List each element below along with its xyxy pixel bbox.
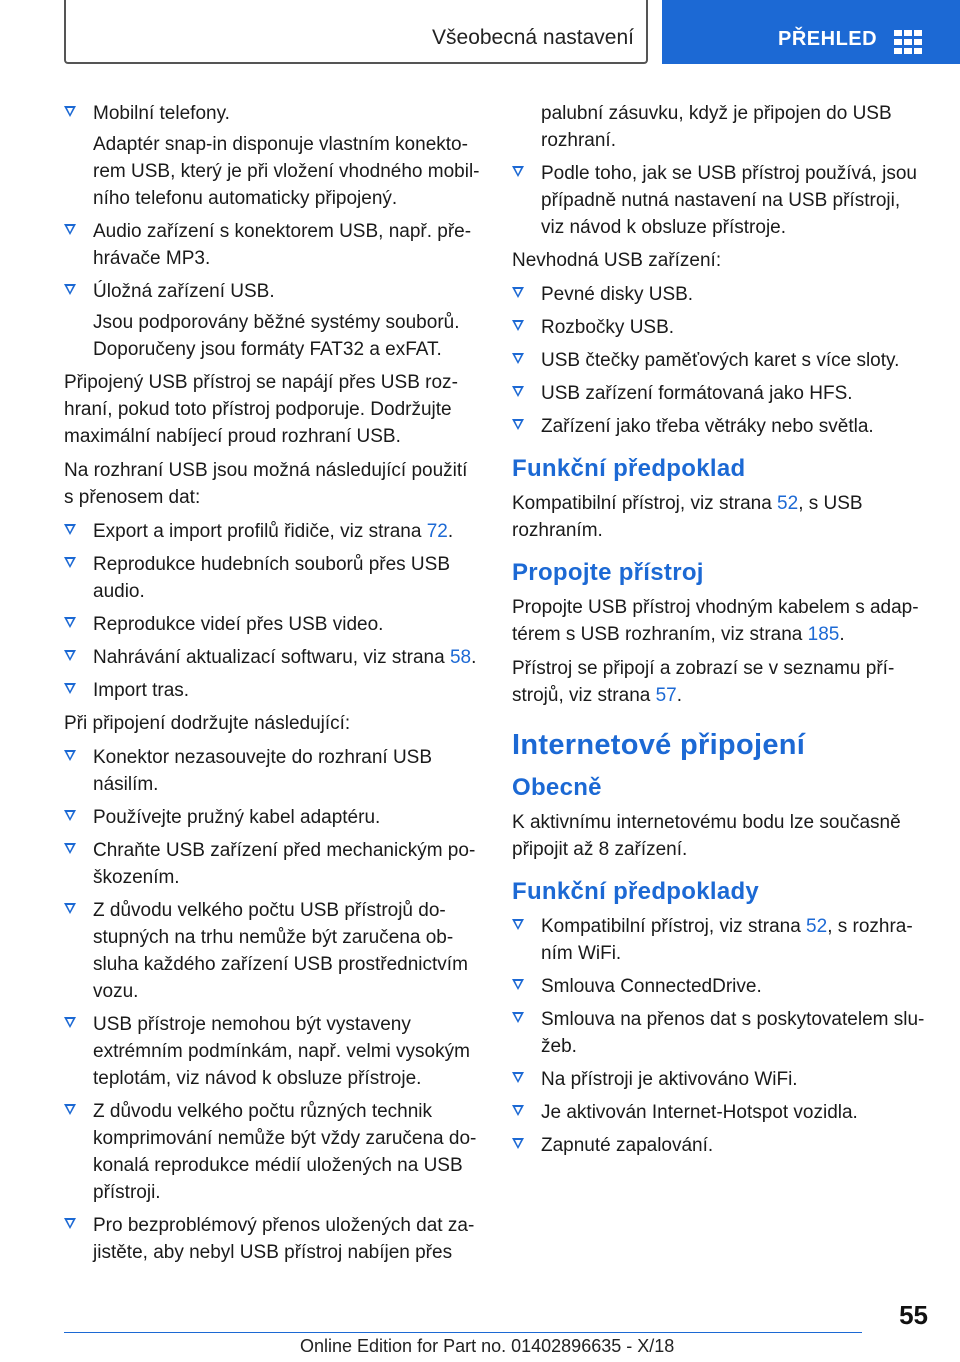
- list-item: Import tras.: [64, 677, 480, 704]
- paragraph: Připojený USB přístroj se napájí přes USB rozhraní, pokud toto přístroj podporuje. Dodržujte maximální nabíjecí proud rozhraní USB.: [64, 372, 458, 447]
- paragraph: Přístroj se připojí a zobrazí se v seznamu přístrojů, viz strana 57.: [512, 658, 895, 706]
- list-item: Audio zařízení s konektorem USB, např. přehrávače MP3.: [64, 218, 480, 272]
- bullet-triangle-icon: [512, 320, 524, 331]
- list-item: Zapnuté zapalování.: [512, 1132, 928, 1159]
- bullet-triangle-icon: [64, 557, 76, 568]
- bullet-triangle-icon: [64, 224, 76, 235]
- bullet-triangle-icon: [512, 353, 524, 364]
- list-item: Nahrávání aktualizací softwaru, viz strana 58.: [64, 644, 480, 671]
- bullet-triangle-icon: [512, 166, 524, 177]
- bullet-triangle-icon: [512, 419, 524, 430]
- bullet-triangle-icon: [64, 810, 76, 821]
- footer-divider: [64, 1332, 862, 1333]
- paragraph: K aktivnímu internetovému bodu lze současně připojit až 8 zařízení.: [512, 812, 901, 860]
- bullet-triangle-icon: [512, 979, 524, 990]
- bullet-triangle-icon: [512, 1105, 524, 1116]
- list-item: Mobilní telefony.: [64, 100, 480, 127]
- page-link[interactable]: 57: [655, 685, 677, 706]
- page-link[interactable]: 72: [426, 521, 448, 542]
- bullet-triangle-icon: [64, 106, 76, 117]
- list-item-note: Adaptér snap-in disponuje vlastním konektorem USB, který je při vložení vhodného mobilního telefonu automaticky připojený.: [93, 134, 480, 209]
- bullet-triangle-icon: [64, 843, 76, 854]
- overview-nav-button[interactable]: [662, 0, 960, 64]
- bullet-triangle-icon: [64, 1104, 76, 1115]
- bullet-triangle-icon: [64, 750, 76, 761]
- list-item: Z důvodu velkého počtu různých technik komprimování nemůže být vždy zaručena dokonalá reprodukce médií uložených na USB přístroji.: [64, 1098, 480, 1206]
- page-link[interactable]: 58: [449, 647, 472, 668]
- page-link[interactable]: 52: [777, 493, 799, 514]
- bullet-triangle-icon: [64, 903, 76, 914]
- list-item: Pro bezproblémový přenos uložených dat zajistěte, aby nebyl USB přístroj nabíjen přes: [64, 1212, 480, 1266]
- list-item: Zařízení jako třeba větráky nebo světla.: [512, 413, 928, 440]
- bullet-triangle-icon: [512, 386, 524, 397]
- list-item: Konektor nezasouvejte do rozhraní USB násilím.: [64, 744, 480, 798]
- bullet-triangle-icon: [64, 683, 76, 694]
- bullet-triangle-icon: [64, 284, 76, 295]
- bullet-triangle-icon: [64, 650, 76, 661]
- section-title: Všeobecná nastavení: [432, 26, 634, 49]
- list-item: Chraňte USB zařízení před mechanickým poškozením.: [64, 837, 480, 891]
- section-heading: Obecně: [512, 774, 602, 801]
- paragraph: Při připojení dodržujte následující:: [64, 713, 351, 734]
- bullet-triangle-icon: [512, 1072, 524, 1083]
- bullet-triangle-icon: [64, 1218, 76, 1229]
- section-heading: Funkční předpoklady: [512, 878, 760, 905]
- list-item: Na přístroji je aktivováno WiFi.: [512, 1066, 928, 1093]
- list-item: Je aktivován Internet-Hotspot vozidla.: [512, 1099, 928, 1126]
- list-item: Rozbočky USB.: [512, 314, 928, 341]
- paragraph: Kompatibilní přístroj, viz strana 52, s USB rozhraním.: [512, 493, 863, 541]
- paragraph: Propojte USB přístroj vhodným kabelem s adaptérem s USB rozhraním, viz strana 185.: [512, 597, 919, 645]
- paragraph: Na rozhraní USB jsou možná následující použití s přenosem dat:: [64, 460, 468, 508]
- list-item: Kompatibilní přístroj, viz strana 52, s rozhraním WiFi.: [512, 913, 928, 967]
- list-item: Z důvodu velkého počtu USB přístrojů dostupných na trhu nemůže být zaručena obsluha každého zařízení USB prostřednictvím vozu.: [64, 897, 480, 1005]
- list-item: Smlouva na přenos dat s poskytovatelem služeb.: [512, 1006, 928, 1060]
- right-column: [512, 100, 928, 1165]
- list-item: Reprodukce videí přes USB video.: [64, 611, 480, 638]
- page-link[interactable]: 52: [806, 916, 828, 937]
- list-item: Export a import profilů řidiče, viz strana 72.: [64, 518, 480, 545]
- footer-edition: Online Edition for Part no. 01402896635 - X/18: [300, 1336, 675, 1356]
- list-item: Používejte pružný kabel adaptéru.: [64, 804, 480, 831]
- header-section-tab: [64, 0, 648, 64]
- list-item-continuation: palubní zásuvku, když je připojen do USB rozhraní.: [541, 103, 892, 151]
- bullet-triangle-icon: [64, 1017, 76, 1028]
- bullet-triangle-icon: [512, 287, 524, 298]
- list-item: USB zařízení formátovaná jako HFS.: [512, 380, 928, 407]
- section-heading: Propojte přístroj: [512, 559, 704, 586]
- paragraph: Nevhodná USB zařízení:: [512, 250, 722, 271]
- list-item: USB čtečky paměťových karet s více sloty.: [512, 347, 928, 374]
- list-item: Reprodukce hudebních souborů přes USB audio.: [64, 551, 480, 605]
- bullet-triangle-icon: [512, 1012, 524, 1023]
- list-item: Úložná zařízení USB.: [64, 278, 480, 305]
- bullet-triangle-icon: [512, 1138, 524, 1149]
- page-link[interactable]: 185: [807, 624, 840, 645]
- grid-icon: [894, 30, 922, 54]
- overview-nav-label: PŘEHLED: [778, 28, 878, 50]
- list-item: Podle toho, jak se USB přístroj používá, jsou případně nutná nastavení na USB přístroji, viz návod k obsluze přístroje.: [512, 160, 928, 241]
- bullet-triangle-icon: [64, 617, 76, 628]
- list-item: USB přístroje nemohou být vystaveny extrémním podmínkám, např. velmi vysokým teplotám, viz návod k obsluze přístroje.: [64, 1011, 480, 1092]
- section-heading: Funkční předpoklad: [512, 455, 746, 482]
- list-item: Smlouva ConnectedDrive.: [512, 973, 928, 1000]
- list-item: Pevné disky USB.: [512, 281, 928, 308]
- left-column: [64, 100, 480, 1272]
- chapter-heading: Internetové připojení: [512, 729, 806, 761]
- page-number: 55: [899, 1300, 928, 1330]
- bullet-triangle-icon: [512, 919, 524, 930]
- list-item-note: Jsou podporovány běžné systémy souborů. Doporučeny jsou formáty FAT32 a exFAT.: [93, 312, 460, 360]
- bullet-triangle-icon: [64, 524, 76, 535]
